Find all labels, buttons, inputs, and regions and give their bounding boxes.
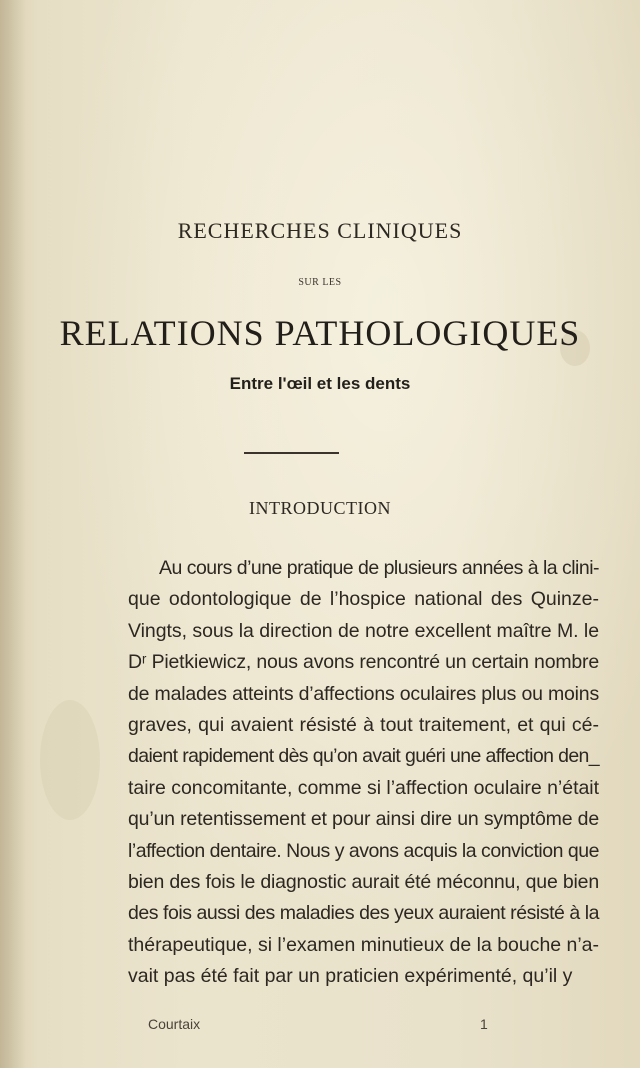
text-line: daient rapidement dès qu’on avait guéri une affection den_ bbox=[128, 745, 599, 768]
preposition-heading: SUR LES bbox=[298, 277, 342, 288]
signature-number: 1 bbox=[480, 1016, 488, 1032]
text-line: vait pas été fait par un praticien expérimenté, qu’il y bbox=[128, 965, 573, 988]
text-line: Au cours d’une pratique de plusieurs années à la clini- bbox=[159, 557, 599, 579]
text-line: graves, qui avaient résisté à tout traitement, et qui cé- bbox=[128, 714, 599, 736]
text-line: des fois aussi des maladies des yeux auraient résisté à la bbox=[128, 902, 599, 925]
page-spine-shadow bbox=[0, 0, 26, 1068]
subtitle: Entre l'œil et les dents bbox=[229, 374, 411, 393]
text-line: Vingts, sous la direction de notre excellent maître M. le bbox=[128, 619, 599, 642]
text-line: qu’un retentissement et pour ainsi dire un symptôme de bbox=[128, 808, 599, 831]
text-line: de malades atteints d’affections oculaires plus ou moins bbox=[128, 682, 599, 705]
text-line: thérapeutique, si l’examen minutieux de la bouche n’a- bbox=[128, 933, 599, 956]
text-line: taire concomitante, comme si l’affection oculaire n’était bbox=[128, 776, 599, 799]
main-title: RELATIONS PATHOLOGIQUES bbox=[59, 313, 581, 353]
text-line: que odontologique de l’hospice national des Quinze- bbox=[128, 588, 599, 611]
section-divider bbox=[244, 452, 339, 454]
text-line: Dʳ Pietkiewicz, nous avons rencontré un certain nombre bbox=[128, 651, 600, 674]
series-heading: RECHERCHES CLINIQUES bbox=[177, 218, 463, 243]
section-title: INTRODUCTION bbox=[249, 498, 391, 518]
text-line: bien des fois le diagnostic aurait été méconnu, que bien bbox=[128, 871, 599, 893]
page-footer bbox=[0, 1016, 640, 1036]
text-line: l’affection dentaire. Nous y avons acquis la conviction que bbox=[128, 839, 599, 862]
paper-stain bbox=[40, 700, 100, 820]
footer-author: Courtaix bbox=[148, 1016, 201, 1032]
